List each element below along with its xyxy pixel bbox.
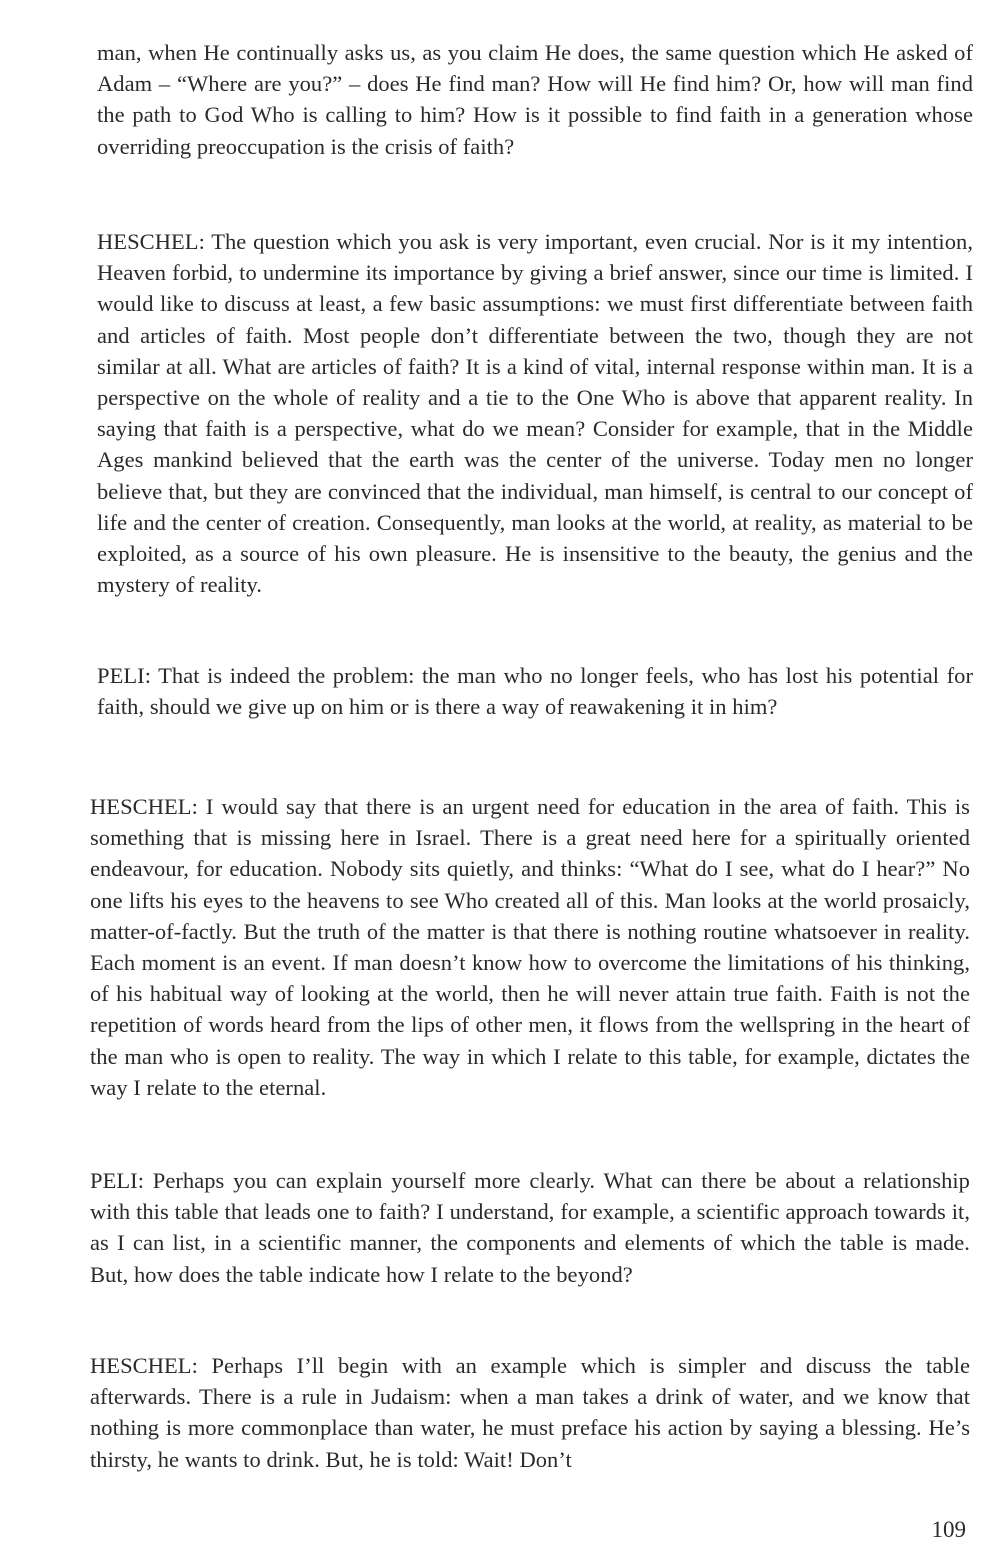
paragraph-peli-question-1: PELI: That is indeed the problem: the man who no longer feels, who has lost his potential for faith, should we give up on him or is there a way of reawakening it in him? xyxy=(97,663,973,720)
paragraph-heschel-answer-3: HESCHEL: Perhaps I’ll begin with an example which is simpler and discuss the table afterwards. There is a rule in Judaism: when a man takes a drink of water, and we know that nothing is more commonplace than water, he must preface his action by saying a blessing. He’s thirsty, he wants to drink. But, he is told: Wait! Don’t xyxy=(90,1353,970,1472)
paragraph-peli-question-2: PELI: Perhaps you can explain yourself more clearly. What can there be about a relationship with this table that leads one to faith? I understand, for example, a scientific approach towards it, as I can list, in a scientific manner, the components and elements of which the table is made. But, how does the table indicate how I relate to the beyond? xyxy=(90,1168,970,1287)
paragraph-heschel-answer-2: HESCHEL: I would say that there is an urgent need for education in the area of faith. This is something that is missing here in Israel. There is a great need here for a spiritually oriented endeavour, for education. Nobody sits quietly, and thinks: “What do I see, what do I hear?” No one lifts his eyes to the heavens to see Who created all of this. Man looks at the world prosaicly, matter-of-factly. But the truth of the matter is that there is nothing routine whatsoever in reality. Each moment is an event. If man doesn’t know how to overcome the limitations of his thinking, of his habitual way of looking at the world, then he will never attain true faith. Faith is not the repetition of words heard from the lips of other men, it flows from the wellspring in the heart of the man who is open to reality. The way in which I relate to this table, for example, dictates the way I relate to the eternal. xyxy=(90,794,970,1100)
paragraph-heschel-answer-1: HESCHEL: The question which you ask is very important, even crucial. Nor is it my intention, Heaven forbid, to undermine its importance by giving a brief answer, since our time is limited. I would like to discuss at least, a few basic assumptions: we must first differentiate between faith and articles of faith. Most people don’t differentiate between the two, though they are not similar at all. What are articles of faith? It is a kind of vital, internal response within man. It is a perspective on the whole of reality and a tie to the One Who is above that apparent reality. In saying that faith is a perspective, what do we mean? Consider for example, that in the Middle Ages mankind believed that the earth was the center of the universe. Today men no longer believe that, but they are convinced that the individual, man himself, is central to our concept of life and the center of creation. Consequently, man looks at the world, at reality, as material to be exploited, as a source of his own pleasure. He is insensitive to the beauty, the genius and the mystery of reality. xyxy=(97,229,973,598)
page-number: 109 xyxy=(931,1517,966,1542)
paragraph-continuation: man, when He continually asks us, as you claim He does, the same question which He asked of Adam – “Where are you?” – does He find man? How will He find him? Or, how will man find the path to God Who is calling to him? How is it possible to find faith in a generation whose overriding preoccupation is the crisis of faith? xyxy=(97,40,973,159)
